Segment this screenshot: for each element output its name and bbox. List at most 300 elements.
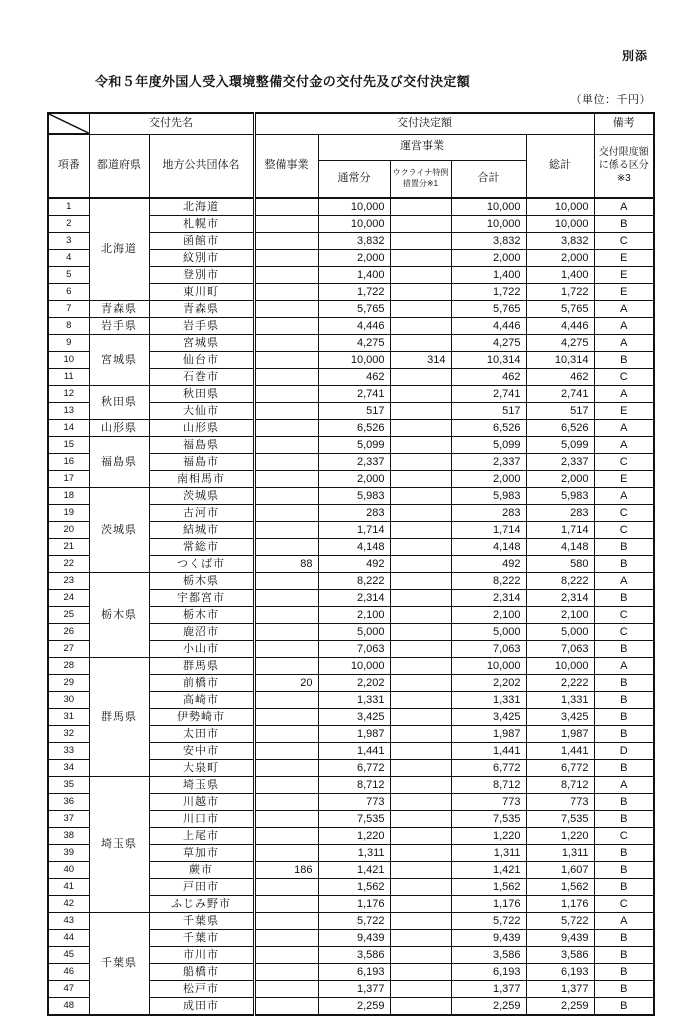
row-subtotal-amount: 1,377 — [451, 981, 526, 998]
row-ukraine-amount — [390, 505, 451, 522]
row-item-no: 38 — [48, 828, 89, 845]
row-limit-category: A — [594, 913, 654, 930]
table-row — [48, 386, 654, 403]
row-improvement-amount — [254, 998, 318, 1016]
row-normal-amount: 10,000 — [318, 216, 390, 233]
row-ukraine-amount — [390, 335, 451, 352]
row-limit-category: C — [594, 505, 654, 522]
row-limit-category: A — [594, 488, 654, 505]
row-item-no: 32 — [48, 726, 89, 743]
table-row — [48, 913, 654, 930]
row-item-no: 7 — [48, 301, 89, 318]
row-ukraine-amount — [390, 879, 451, 896]
row-subtotal-amount: 2,741 — [451, 386, 526, 403]
row-improvement-amount — [254, 777, 318, 794]
row-limit-category: C — [594, 454, 654, 471]
row-improvement-amount — [254, 216, 318, 233]
row-subtotal-amount: 3,425 — [451, 709, 526, 726]
row-grand-total-amount: 10,314 — [526, 352, 594, 369]
row-item-no: 21 — [48, 539, 89, 556]
row-improvement-amount — [254, 692, 318, 709]
row-grand-total-amount: 2,337 — [526, 454, 594, 471]
row-prefecture: 茨城県 — [89, 488, 149, 573]
row-subtotal-amount: 773 — [451, 794, 526, 811]
row-improvement-amount — [254, 301, 318, 318]
header-improvement-project: 整備事業 — [254, 134, 318, 198]
row-item-no: 2 — [48, 216, 89, 233]
table-row — [48, 437, 654, 454]
row-subtotal-amount: 2,100 — [451, 607, 526, 624]
row-subtotal-amount: 2,000 — [451, 250, 526, 267]
row-improvement-amount — [254, 573, 318, 590]
row-grand-total-amount: 283 — [526, 505, 594, 522]
row-ukraine-amount — [390, 964, 451, 981]
row-normal-amount: 1,987 — [318, 726, 390, 743]
attachment-label: 別添 — [621, 49, 648, 63]
row-municipality: 結城市 — [149, 522, 254, 539]
row-improvement-amount — [254, 879, 318, 896]
row-limit-category: B — [594, 981, 654, 998]
row-normal-amount: 5,983 — [318, 488, 390, 505]
row-normal-amount: 3,832 — [318, 233, 390, 250]
row-limit-category: E — [594, 250, 654, 267]
row-ukraine-amount — [390, 369, 451, 386]
row-municipality: 岩手県 — [149, 318, 254, 335]
row-item-no: 3 — [48, 233, 89, 250]
header-grand-total: 総計 — [526, 134, 594, 198]
row-subtotal-amount: 517 — [451, 403, 526, 420]
row-ukraine-amount — [390, 760, 451, 777]
row-grand-total-amount: 5,983 — [526, 488, 594, 505]
header-recipient-group: 交付先名 — [89, 113, 254, 134]
row-limit-category: B — [594, 760, 654, 777]
row-prefecture: 北海道 — [89, 198, 149, 301]
row-item-no: 34 — [48, 760, 89, 777]
row-item-no: 1 — [48, 198, 89, 216]
row-prefecture: 千葉県 — [89, 913, 149, 1016]
row-improvement-amount — [254, 352, 318, 369]
row-municipality: つくば市 — [149, 556, 254, 573]
row-grand-total-amount: 1,607 — [526, 862, 594, 879]
row-limit-category: B — [594, 845, 654, 862]
row-improvement-amount — [254, 658, 318, 675]
row-ukraine-amount: 314 — [390, 352, 451, 369]
row-normal-amount: 2,100 — [318, 607, 390, 624]
row-municipality: 蕨市 — [149, 862, 254, 879]
row-grand-total-amount: 2,100 — [526, 607, 594, 624]
row-subtotal-amount: 6,772 — [451, 760, 526, 777]
row-normal-amount: 5,099 — [318, 437, 390, 454]
row-subtotal-amount: 7,535 — [451, 811, 526, 828]
row-subtotal-amount: 5,765 — [451, 301, 526, 318]
row-ukraine-amount — [390, 556, 451, 573]
row-ukraine-amount — [390, 675, 451, 692]
row-improvement-amount — [254, 743, 318, 760]
row-limit-category: C — [594, 233, 654, 250]
row-item-no: 35 — [48, 777, 89, 794]
row-subtotal-amount: 1,176 — [451, 896, 526, 913]
row-item-no: 47 — [48, 981, 89, 998]
row-improvement-amount — [254, 981, 318, 998]
row-normal-amount: 4,148 — [318, 539, 390, 556]
row-limit-category: C — [594, 828, 654, 845]
row-prefecture: 栃木県 — [89, 573, 149, 658]
header-ukraine-special: ウクライナ特例措置分※1 — [390, 160, 451, 198]
row-municipality: 石巻市 — [149, 369, 254, 386]
row-normal-amount: 1,421 — [318, 862, 390, 879]
row-ukraine-amount — [390, 998, 451, 1016]
row-grand-total-amount: 1,441 — [526, 743, 594, 760]
row-limit-category: B — [594, 641, 654, 658]
row-normal-amount: 1,722 — [318, 284, 390, 301]
row-municipality: 千葉県 — [149, 913, 254, 930]
row-limit-category: E — [594, 284, 654, 301]
row-normal-amount: 2,000 — [318, 471, 390, 488]
row-ukraine-amount — [390, 828, 451, 845]
row-prefecture: 山形県 — [89, 420, 149, 437]
row-municipality: 常総市 — [149, 539, 254, 556]
header-municipality: 地方公共団体名 — [149, 134, 254, 198]
row-municipality: 上尾市 — [149, 828, 254, 845]
row-normal-amount: 1,311 — [318, 845, 390, 862]
row-item-no: 45 — [48, 947, 89, 964]
row-item-no: 12 — [48, 386, 89, 403]
row-municipality: 栃木県 — [149, 573, 254, 590]
row-normal-amount: 3,425 — [318, 709, 390, 726]
row-ukraine-amount — [390, 488, 451, 505]
grant-table-body — [48, 198, 654, 1015]
row-improvement-amount — [254, 335, 318, 352]
row-subtotal-amount: 1,722 — [451, 284, 526, 301]
row-ukraine-amount — [390, 539, 451, 556]
row-normal-amount: 2,202 — [318, 675, 390, 692]
row-improvement-amount — [254, 471, 318, 488]
row-grand-total-amount: 5,000 — [526, 624, 594, 641]
row-limit-category: E — [594, 471, 654, 488]
row-limit-category: C — [594, 369, 654, 386]
header-prefecture: 都道府県 — [89, 134, 149, 198]
row-limit-category: B — [594, 964, 654, 981]
row-limit-category: B — [594, 709, 654, 726]
row-subtotal-amount: 1,441 — [451, 743, 526, 760]
row-limit-category: B — [594, 216, 654, 233]
row-item-no: 4 — [48, 250, 89, 267]
header-normal: 通常分 — [318, 160, 390, 198]
row-grand-total-amount: 3,832 — [526, 233, 594, 250]
row-grand-total-amount: 1,377 — [526, 981, 594, 998]
row-normal-amount: 7,063 — [318, 641, 390, 658]
table-row — [48, 488, 654, 505]
row-ukraine-amount — [390, 198, 451, 216]
row-item-no: 15 — [48, 437, 89, 454]
row-municipality: 東川町 — [149, 284, 254, 301]
row-normal-amount: 7,535 — [318, 811, 390, 828]
row-ukraine-amount — [390, 301, 451, 318]
row-municipality: 大泉町 — [149, 760, 254, 777]
row-municipality: 伊勢崎市 — [149, 709, 254, 726]
row-ukraine-amount — [390, 216, 451, 233]
table-row — [48, 573, 654, 590]
row-normal-amount: 1,562 — [318, 879, 390, 896]
row-grand-total-amount: 2,741 — [526, 386, 594, 403]
row-ukraine-amount — [390, 233, 451, 250]
row-limit-category: B — [594, 794, 654, 811]
row-item-no: 40 — [48, 862, 89, 879]
row-ukraine-amount — [390, 658, 451, 675]
row-subtotal-amount: 10,314 — [451, 352, 526, 369]
row-subtotal-amount: 1,331 — [451, 692, 526, 709]
row-improvement-amount — [254, 522, 318, 539]
row-grand-total-amount: 10,000 — [526, 216, 594, 233]
header-remarks-group: 備考 — [594, 113, 654, 134]
row-grand-total-amount: 462 — [526, 369, 594, 386]
row-grand-total-amount: 4,275 — [526, 335, 594, 352]
row-improvement-amount — [254, 420, 318, 437]
row-limit-category: A — [594, 335, 654, 352]
row-improvement-amount — [254, 760, 318, 777]
row-grand-total-amount: 6,526 — [526, 420, 594, 437]
row-grand-total-amount: 7,535 — [526, 811, 594, 828]
row-subtotal-amount: 10,000 — [451, 216, 526, 233]
row-prefecture: 埼玉県 — [89, 777, 149, 913]
header-row-groups — [48, 113, 654, 134]
row-item-no: 25 — [48, 607, 89, 624]
row-ukraine-amount — [390, 624, 451, 641]
row-item-no: 48 — [48, 998, 89, 1016]
row-item-no: 23 — [48, 573, 89, 590]
row-grand-total-amount: 2,000 — [526, 250, 594, 267]
row-improvement-amount — [254, 505, 318, 522]
row-municipality: 鹿沼市 — [149, 624, 254, 641]
row-grand-total-amount: 2,314 — [526, 590, 594, 607]
row-improvement-amount — [254, 198, 318, 216]
row-subtotal-amount: 5,722 — [451, 913, 526, 930]
row-improvement-amount — [254, 726, 318, 743]
row-normal-amount: 462 — [318, 369, 390, 386]
table-row — [48, 658, 654, 675]
row-subtotal-amount: 2,000 — [451, 471, 526, 488]
row-municipality: 小山市 — [149, 641, 254, 658]
row-municipality: 北海道 — [149, 198, 254, 216]
row-item-no: 37 — [48, 811, 89, 828]
row-normal-amount: 1,714 — [318, 522, 390, 539]
row-normal-amount: 8,222 — [318, 573, 390, 590]
row-municipality: 宮城県 — [149, 335, 254, 352]
row-grand-total-amount: 8,222 — [526, 573, 594, 590]
row-prefecture: 岩手県 — [89, 318, 149, 335]
row-ukraine-amount — [390, 284, 451, 301]
row-municipality: 山形県 — [149, 420, 254, 437]
row-normal-amount: 10,000 — [318, 658, 390, 675]
row-ukraine-amount — [390, 794, 451, 811]
row-normal-amount: 5,765 — [318, 301, 390, 318]
row-normal-amount: 2,000 — [318, 250, 390, 267]
row-item-no: 44 — [48, 930, 89, 947]
row-municipality: 茨城県 — [149, 488, 254, 505]
row-subtotal-amount: 2,202 — [451, 675, 526, 692]
row-subtotal-amount: 1,714 — [451, 522, 526, 539]
row-grand-total-amount: 2,259 — [526, 998, 594, 1016]
row-normal-amount: 10,000 — [318, 198, 390, 216]
row-normal-amount: 1,331 — [318, 692, 390, 709]
row-improvement-amount — [254, 709, 318, 726]
row-prefecture: 福島県 — [89, 437, 149, 488]
row-subtotal-amount: 9,439 — [451, 930, 526, 947]
diagonal-slash-icon — [49, 114, 89, 133]
row-ukraine-amount — [390, 454, 451, 471]
row-improvement-amount: 186 — [254, 862, 318, 879]
header-remarks-detail: 交付限度額に係る区分※3 — [594, 134, 654, 198]
row-subtotal-amount: 4,275 — [451, 335, 526, 352]
row-limit-category: B — [594, 879, 654, 896]
row-improvement-amount — [254, 539, 318, 556]
row-improvement-amount — [254, 811, 318, 828]
row-subtotal-amount: 5,983 — [451, 488, 526, 505]
row-municipality: 函館市 — [149, 233, 254, 250]
row-grand-total-amount: 3,586 — [526, 947, 594, 964]
row-municipality: 宇都宮市 — [149, 590, 254, 607]
row-item-no: 9 — [48, 335, 89, 352]
row-subtotal-amount: 2,259 — [451, 998, 526, 1016]
row-normal-amount: 2,259 — [318, 998, 390, 1016]
table-row — [48, 318, 654, 335]
row-grand-total-amount: 1,331 — [526, 692, 594, 709]
row-municipality: 札幌市 — [149, 216, 254, 233]
row-limit-category: C — [594, 607, 654, 624]
row-item-no: 36 — [48, 794, 89, 811]
row-municipality: 福島市 — [149, 454, 254, 471]
row-item-no: 33 — [48, 743, 89, 760]
row-improvement-amount — [254, 267, 318, 284]
row-limit-category: A — [594, 318, 654, 335]
row-subtotal-amount: 4,446 — [451, 318, 526, 335]
row-ukraine-amount — [390, 403, 451, 420]
table-row — [48, 777, 654, 794]
row-ukraine-amount — [390, 726, 451, 743]
row-normal-amount: 2,314 — [318, 590, 390, 607]
row-improvement-amount — [254, 896, 318, 913]
header-row-columns — [48, 134, 654, 160]
row-ukraine-amount — [390, 930, 451, 947]
header-amount-group: 交付決定額 — [254, 113, 594, 134]
row-ukraine-amount — [390, 811, 451, 828]
row-improvement-amount — [254, 454, 318, 471]
row-normal-amount: 1,176 — [318, 896, 390, 913]
row-municipality: 草加市 — [149, 845, 254, 862]
row-improvement-amount — [254, 233, 318, 250]
row-municipality: 南相馬市 — [149, 471, 254, 488]
row-normal-amount: 773 — [318, 794, 390, 811]
row-grand-total-amount: 1,220 — [526, 828, 594, 845]
row-grand-total-amount: 4,148 — [526, 539, 594, 556]
row-ukraine-amount — [390, 777, 451, 794]
row-normal-amount: 9,439 — [318, 930, 390, 947]
row-ukraine-amount — [390, 590, 451, 607]
table-row — [48, 335, 654, 352]
row-subtotal-amount: 492 — [451, 556, 526, 573]
row-limit-category: C — [594, 522, 654, 539]
row-limit-category: C — [594, 624, 654, 641]
row-municipality: 松戸市 — [149, 981, 254, 998]
row-improvement-amount — [254, 607, 318, 624]
row-limit-category: B — [594, 811, 654, 828]
row-ukraine-amount — [390, 743, 451, 760]
row-municipality: 紋別市 — [149, 250, 254, 267]
row-subtotal-amount: 1,987 — [451, 726, 526, 743]
row-municipality: 成田市 — [149, 998, 254, 1016]
row-item-no: 8 — [48, 318, 89, 335]
row-limit-category: A — [594, 420, 654, 437]
row-normal-amount: 6,772 — [318, 760, 390, 777]
row-limit-category: B — [594, 590, 654, 607]
row-ukraine-amount — [390, 250, 451, 267]
row-ukraine-amount — [390, 947, 451, 964]
row-item-no: 18 — [48, 488, 89, 505]
row-normal-amount: 5,722 — [318, 913, 390, 930]
row-limit-category: B — [594, 726, 654, 743]
row-prefecture: 群馬県 — [89, 658, 149, 777]
row-ukraine-amount — [390, 607, 451, 624]
row-grand-total-amount: 10,000 — [526, 198, 594, 216]
row-grand-total-amount: 1,311 — [526, 845, 594, 862]
row-ukraine-amount — [390, 845, 451, 862]
row-grand-total-amount: 1,562 — [526, 879, 594, 896]
row-normal-amount: 6,193 — [318, 964, 390, 981]
header-item-no: 項番 — [48, 134, 89, 198]
row-limit-category: A — [594, 198, 654, 216]
row-normal-amount: 1,377 — [318, 981, 390, 998]
row-municipality: ふじみ野市 — [149, 896, 254, 913]
row-limit-category: B — [594, 930, 654, 947]
row-item-no: 29 — [48, 675, 89, 692]
row-normal-amount: 492 — [318, 556, 390, 573]
row-municipality: 川口市 — [149, 811, 254, 828]
row-item-no: 39 — [48, 845, 89, 862]
row-grand-total-amount: 5,099 — [526, 437, 594, 454]
row-municipality: 高崎市 — [149, 692, 254, 709]
row-improvement-amount — [254, 369, 318, 386]
row-normal-amount: 3,586 — [318, 947, 390, 964]
header-operation-group: 運営事業 — [318, 134, 526, 160]
row-ukraine-amount — [390, 386, 451, 403]
row-subtotal-amount: 1,311 — [451, 845, 526, 862]
row-municipality: 市川市 — [149, 947, 254, 964]
row-limit-category: B — [594, 692, 654, 709]
row-grand-total-amount: 1,722 — [526, 284, 594, 301]
row-normal-amount: 2,337 — [318, 454, 390, 471]
row-normal-amount: 1,400 — [318, 267, 390, 284]
row-item-no: 22 — [48, 556, 89, 573]
row-grand-total-amount: 773 — [526, 794, 594, 811]
row-normal-amount: 6,526 — [318, 420, 390, 437]
row-subtotal-amount: 10,000 — [451, 198, 526, 216]
grant-table — [47, 112, 655, 1016]
row-municipality: 仙台市 — [149, 352, 254, 369]
row-item-no: 41 — [48, 879, 89, 896]
row-ukraine-amount — [390, 318, 451, 335]
row-limit-category: D — [594, 743, 654, 760]
row-grand-total-amount: 1,987 — [526, 726, 594, 743]
row-subtotal-amount: 3,586 — [451, 947, 526, 964]
row-improvement-amount — [254, 284, 318, 301]
row-subtotal-amount: 10,000 — [451, 658, 526, 675]
row-ukraine-amount — [390, 981, 451, 998]
row-improvement-amount — [254, 845, 318, 862]
row-limit-category: A — [594, 437, 654, 454]
row-normal-amount: 517 — [318, 403, 390, 420]
row-limit-category: A — [594, 573, 654, 590]
row-ukraine-amount — [390, 692, 451, 709]
